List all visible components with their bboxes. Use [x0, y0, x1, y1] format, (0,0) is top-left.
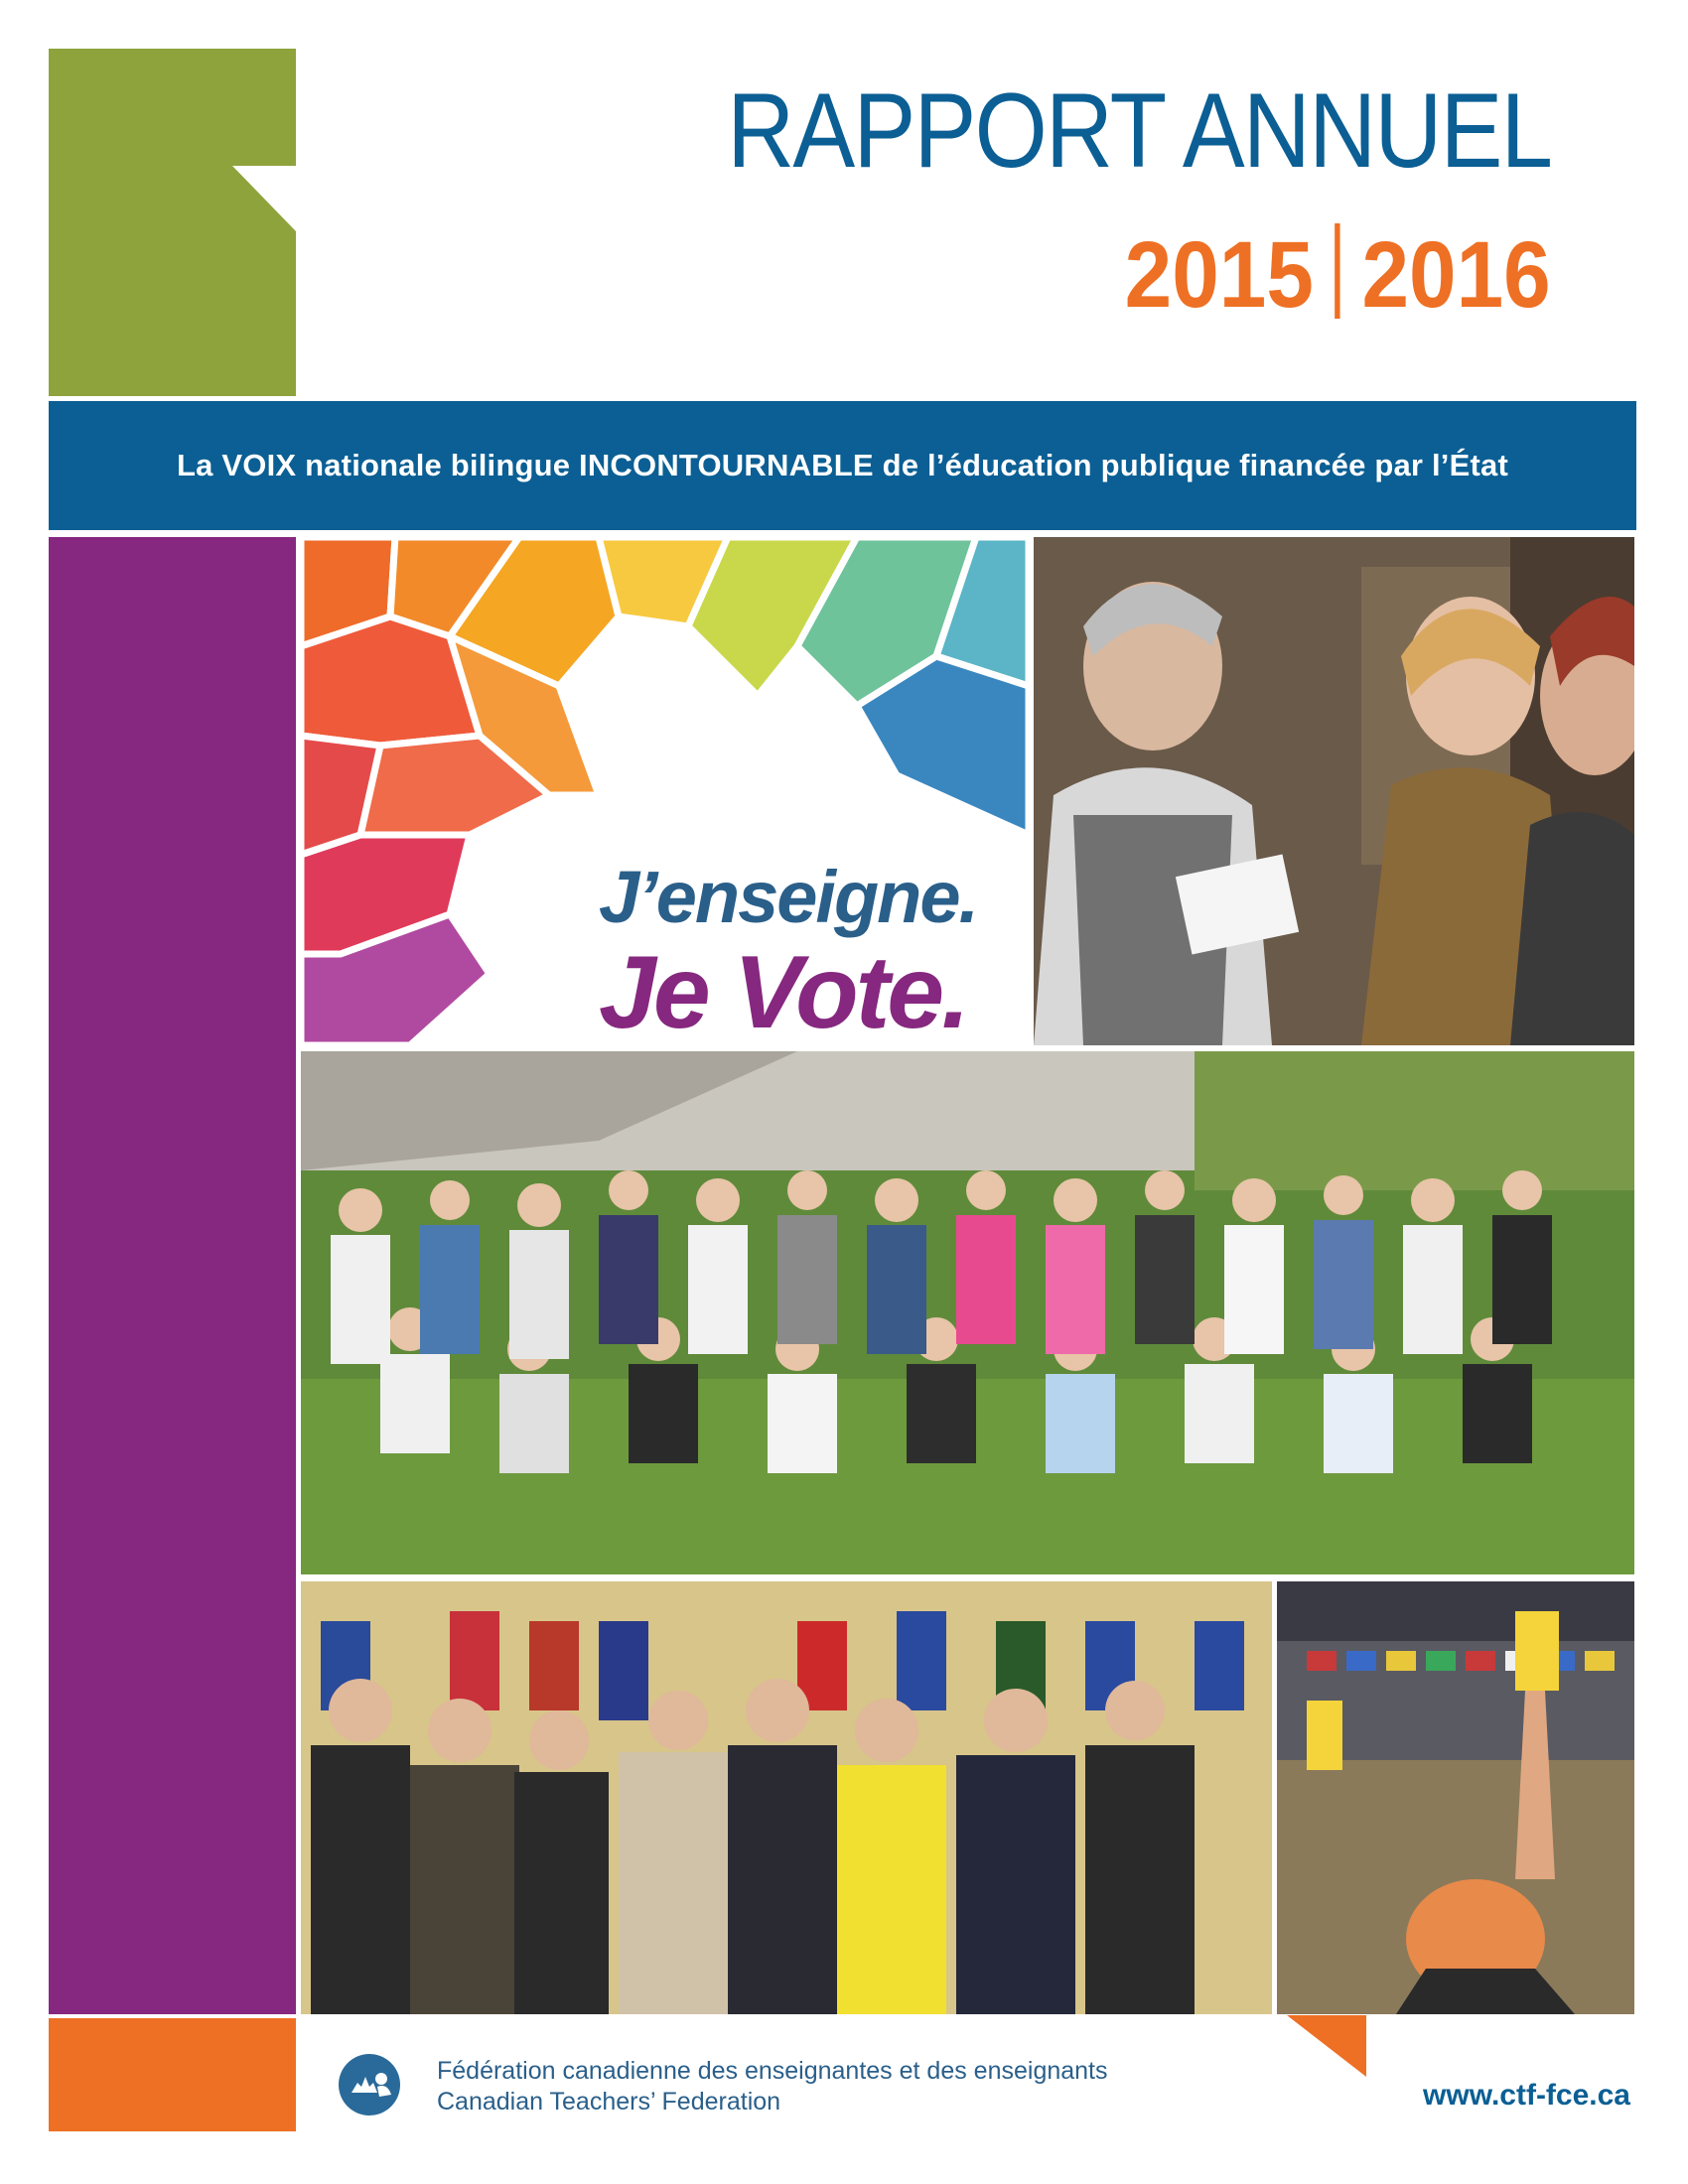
year-end: 2016: [1361, 222, 1551, 328]
tagline-accent-line: [49, 401, 909, 406]
photo-officials: [301, 1581, 1272, 2014]
report-years: [1124, 222, 1551, 328]
campaign-logo-line1: J’enseigne.: [599, 856, 978, 938]
green-color-block: [49, 49, 296, 396]
photo-assembly-vote-image: [1277, 1581, 1634, 2014]
ctf-fce-logo-icon: [338, 2053, 401, 2116]
ctf-logo-emblem: [338, 2053, 401, 2116]
organization-name-fr: Fédération canadienne des enseignantes et des enseignants: [437, 2057, 1108, 2085]
campaign-logo-line2: Je Vote.: [599, 935, 967, 1045]
orange-arrow-shape: [1287, 2015, 1366, 2085]
photo-group-outdoors-image: [301, 1051, 1634, 1574]
photo-assembly-vote: [1277, 1581, 1634, 2014]
photo-group-outdoors: [301, 1051, 1634, 1574]
orange-color-block: [49, 2018, 296, 2131]
year-separator: [1336, 223, 1340, 319]
green-block-shape: [49, 49, 296, 396]
photo-officials-image: [301, 1581, 1272, 2014]
report-title: RAPPORT ANNUEL: [726, 70, 1551, 190]
campaign-logo-tile: [301, 537, 1029, 1045]
website-link[interactable]: www.ctf-fce.ca: [1423, 2079, 1630, 2112]
purple-color-block: [49, 537, 296, 2014]
photo-conversation: [1034, 537, 1634, 1045]
year-start: 2015: [1124, 222, 1315, 328]
orange-arrow-graphic: [1287, 2015, 1366, 2085]
organization-name-en: Canadian Teachers’ Federation: [437, 2088, 781, 2116]
photo-conversation-image: [1034, 537, 1634, 1045]
tagline-band: [49, 401, 1636, 530]
tagline-text: La VOIX nationale bilingue INCONTOURNABLE de l’éducation publique financée par l’État: [177, 448, 1508, 482]
